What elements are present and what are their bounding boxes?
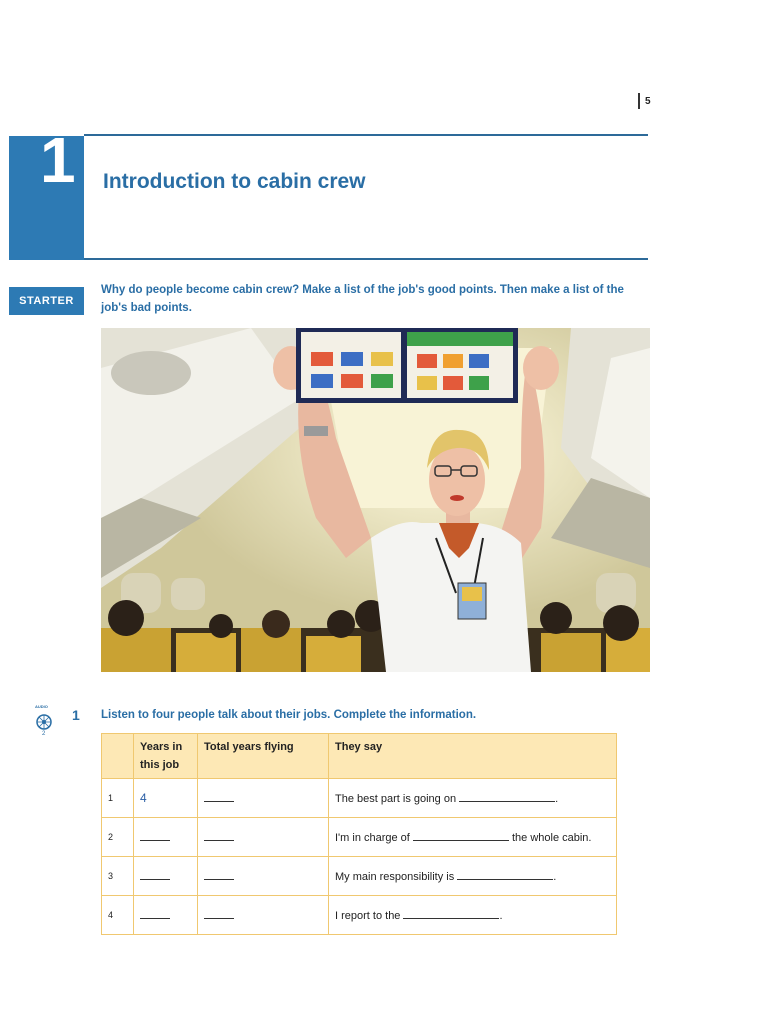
total-years-cell[interactable] — [198, 896, 329, 935]
row-number: 2 — [102, 818, 134, 857]
row-number: 4 — [102, 896, 134, 935]
answer-blank[interactable] — [413, 830, 509, 841]
photo-illustration — [101, 328, 650, 672]
they-say-cell — [329, 896, 617, 935]
table-row — [102, 896, 617, 935]
quote-after: . — [499, 910, 503, 922]
quote-before: The best part is going on — [335, 793, 460, 805]
years-cell[interactable] — [134, 857, 198, 896]
quote-after: . — [553, 871, 557, 883]
exercise-number: 1 — [72, 707, 80, 723]
table-row — [102, 818, 617, 857]
quote-before: I report to the — [335, 910, 404, 922]
answer-blank[interactable] — [140, 869, 170, 880]
total-years-cell[interactable] — [198, 779, 329, 818]
total-years-cell[interactable] — [198, 857, 329, 896]
cabin-crew-photo — [101, 328, 650, 672]
answer-blank[interactable] — [204, 830, 234, 841]
answer-blank[interactable] — [140, 830, 170, 841]
they-say-cell — [329, 818, 617, 857]
answer-blank[interactable] — [204, 791, 234, 802]
header-they-say: They say — [329, 734, 617, 779]
header-blank — [102, 734, 134, 779]
quote-after: . — [555, 793, 559, 805]
quote-before: My main responsibility is — [335, 871, 458, 883]
years-value: 4 — [140, 791, 147, 805]
quote-after: the whole cabin. — [508, 832, 592, 844]
unit-title: Introduction to cabin crew — [103, 170, 366, 193]
years-cell[interactable] — [134, 818, 198, 857]
answer-blank[interactable] — [457, 869, 553, 880]
total-years-cell[interactable] — [198, 818, 329, 857]
they-say-cell — [329, 779, 617, 818]
header-rule-bottom — [84, 258, 648, 260]
exercise-instruction: Listen to four people talk about their jobs. Complete the information. — [101, 709, 477, 721]
header-rule-top — [84, 134, 648, 136]
info-table — [101, 733, 617, 935]
audio-label: AUDIO — [35, 704, 48, 709]
starter-badge: STARTER — [9, 287, 84, 315]
answer-blank[interactable] — [140, 908, 170, 919]
they-say-cell — [329, 857, 617, 896]
table-row — [102, 857, 617, 896]
page-number: 5 — [645, 96, 651, 107]
header-total-years: Total years flying — [198, 734, 329, 779]
unit-number: 1 — [40, 124, 74, 196]
years-cell[interactable] — [134, 779, 198, 818]
answer-blank[interactable] — [459, 791, 555, 802]
starter-instruction: Why do people become cabin crew? Make a list of the job's good points. Then make a list of the job's bad points. — [101, 284, 624, 314]
table-row — [102, 779, 617, 818]
page-number-rule — [638, 93, 640, 109]
row-number: 3 — [102, 857, 134, 896]
quote-before: I'm in charge of — [335, 832, 413, 844]
answer-blank[interactable] — [403, 908, 499, 919]
answer-blank[interactable] — [204, 869, 234, 880]
table-header-row — [102, 734, 617, 779]
audio-track-number: 2 — [42, 731, 46, 737]
row-number: 1 — [102, 779, 134, 818]
answer-blank[interactable] — [204, 908, 234, 919]
header-years-in-job: Years in this job — [134, 734, 198, 779]
years-cell[interactable] — [134, 896, 198, 935]
